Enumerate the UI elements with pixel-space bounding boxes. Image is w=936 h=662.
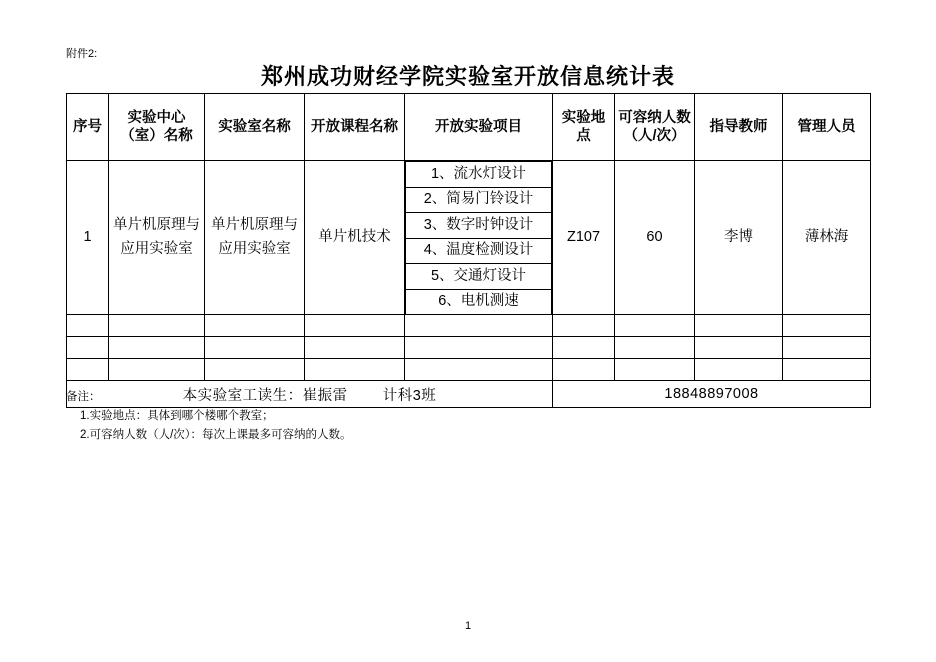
cell-center-name [109, 315, 205, 337]
cell-place: Z107 [553, 161, 615, 315]
header-lab-name: 实验室名称 [205, 94, 305, 161]
header-teacher: 指导教师 [695, 94, 783, 161]
table-header-row [67, 94, 871, 161]
table-row [67, 315, 871, 337]
cell-place [553, 337, 615, 359]
cell-seq [67, 337, 109, 359]
cell-teacher: 李博 [695, 161, 783, 315]
cell-seq: 1 [67, 161, 109, 315]
cell-project-list [405, 337, 553, 359]
cell-teacher [695, 315, 783, 337]
cell-center-name: 单片机原理与应用实验室 [109, 161, 205, 315]
cell-project-list [405, 315, 553, 337]
table-row [67, 359, 871, 381]
header-manager: 管理人员 [783, 94, 871, 161]
cell-manager [783, 337, 871, 359]
project-item: 1、流水灯设计 [406, 162, 552, 188]
header-project: 开放实验项目 [405, 94, 553, 161]
lab-open-info-table [66, 93, 871, 408]
cell-capacity [615, 359, 695, 381]
cell-lab-name [205, 359, 305, 381]
header-course-name: 开放课程名称 [305, 94, 405, 161]
cell-manager [783, 359, 871, 381]
cell-teacher [695, 359, 783, 381]
note-item: 2.可容纳人数（人/次）：每次上课最多可容纳的人数。 [80, 428, 352, 441]
table-row [67, 337, 871, 359]
cell-lab-name [205, 315, 305, 337]
cell-place [553, 315, 615, 337]
cell-center-name [109, 359, 205, 381]
notes-heading: 备注： [66, 391, 101, 403]
cell-lab-name [205, 337, 305, 359]
header-capacity: 可容纳人数（人/次） [615, 94, 695, 161]
cell-seq [67, 359, 109, 381]
project-sublist [405, 161, 552, 314]
header-seq: 序号 [67, 94, 109, 161]
footer-class-text: 计科3班 [382, 387, 437, 404]
cell-project-list [405, 161, 553, 315]
cell-center-name [109, 337, 205, 359]
header-place: 实验地点 [553, 94, 615, 161]
note-item: 1.实验地点：具体到哪个楼哪个教室； [80, 409, 274, 422]
cell-capacity [615, 337, 695, 359]
project-item: 5、交通灯设计 [406, 264, 552, 290]
cell-manager: 薄林海 [783, 161, 871, 315]
cell-seq [67, 315, 109, 337]
cell-capacity: 60 [615, 161, 695, 315]
project-item: 4、温度检测设计 [406, 238, 552, 264]
page-title: 郑州成功财经学院实验室开放信息统计表 [260, 64, 675, 89]
footer-student-text: 本实验室工读生：崔振雷 [182, 387, 348, 404]
project-item: 6、电机测速 [406, 289, 552, 314]
page-number: 1 [464, 620, 472, 632]
cell-teacher [695, 337, 783, 359]
cell-course-name: 单片机技术 [305, 161, 405, 315]
cell-capacity [615, 315, 695, 337]
header-center-name: 实验中心（室）名称 [109, 94, 205, 161]
cell-course-name [305, 315, 405, 337]
cell-course-name [305, 359, 405, 381]
project-item: 3、数字时钟设计 [406, 213, 552, 239]
cell-lab-name: 单片机原理与应用实验室 [205, 161, 305, 315]
cell-course-name [305, 337, 405, 359]
notes-block [66, 388, 352, 445]
table-row [67, 161, 871, 315]
cell-manager [783, 315, 871, 337]
project-item: 2、简易门铃设计 [406, 187, 552, 213]
cell-project-list [405, 359, 553, 381]
cell-place [553, 359, 615, 381]
footer-phone: 18848897008 [553, 381, 871, 408]
attachment-label: 附件2: [66, 48, 98, 60]
